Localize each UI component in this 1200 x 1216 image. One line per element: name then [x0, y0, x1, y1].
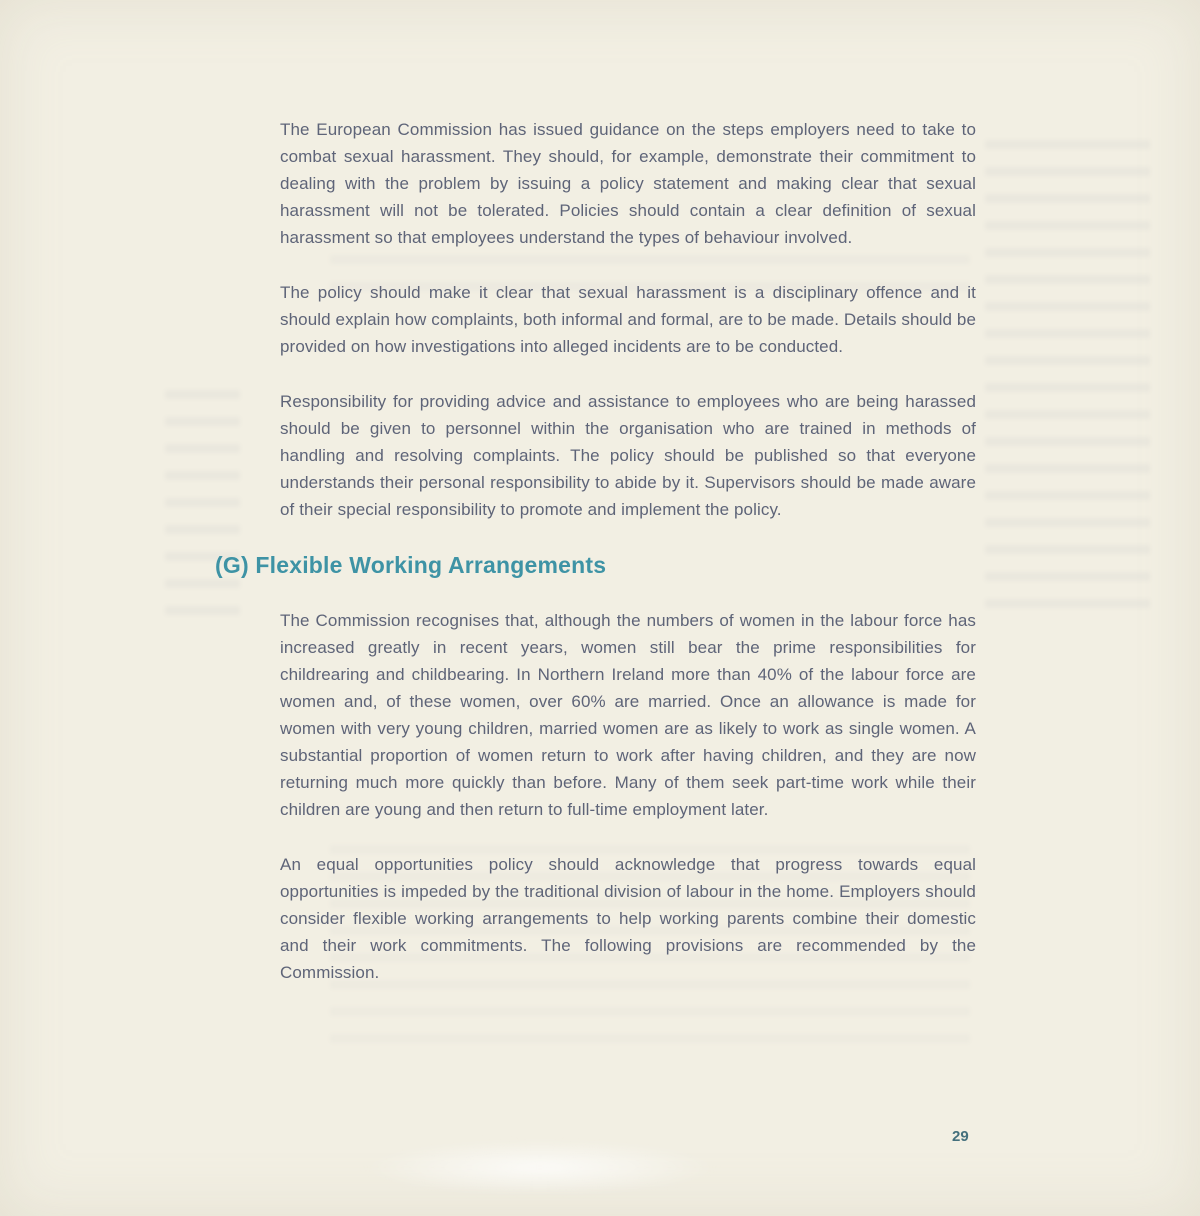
- page-number: 29: [952, 1128, 969, 1145]
- paragraph-european-commission-guidance: The European Commission has issued guidance on the steps employers need to take to combat sexual harassment. They should, for example, demonstrate their commitment to dealing with the problem by issuing a policy statement and making clear that sexual harassment will not be tolerated. Policies should contain a clear definition of sexual harassment so that employees understand the types of behaviour involved.: [280, 120, 976, 247]
- scan-artifact: [360, 1140, 720, 1195]
- bleed-through-artifact: [165, 390, 240, 620]
- paragraph-commission-recognises-women-labour: The Commission recognises that, although the numbers of women in the labour force has increased greatly in recent years, women still bear the prime responsibilities for childrearing and childbearing. In Northern Ireland more than 40% of the labour force are women and, of these women, over 60% are married. Once an allowance is made for women with very young children, married women are as likely to work as single women. A substantial proportion of women return to work after having children, and they are now returning much more quickly than before. Many of them seek part-time work while their children are young and then return to full-time employment later.: [280, 611, 976, 819]
- bleed-through-artifact: [985, 140, 1150, 610]
- paragraph-equal-opportunities-policy: An equal opportunities policy should acknowledge that progress towards equal opportunities is impeded by the traditional division of labour in the home. Employers should consider flexible working arrangements to help working parents combine their domestic and their work commitments. The following provisions are recommended by the Commission.: [280, 855, 976, 982]
- paragraph-responsibility-advice: Responsibility for providing advice and assistance to employees who are being harassed should be given to personnel within the organisation who are trained in methods of handling and resolving complaints. The policy should be published so that everyone understands their personal responsibility to abide by it. Supervisors should be made aware of their special responsibility to promote and implement the policy.: [280, 392, 976, 519]
- page-content: [215, 116, 976, 1014]
- paragraph-policy-disciplinary-offence: The policy should make it clear that sexual harassment is a disciplinary offence and it should explain how complaints, both informal and formal, are to be made. Details should be provided on how investigations into alleged incidents are to be conducted.: [280, 283, 976, 356]
- section-heading-flexible-working-arrangements: (G) Flexible Working Arrangements: [215, 552, 607, 578]
